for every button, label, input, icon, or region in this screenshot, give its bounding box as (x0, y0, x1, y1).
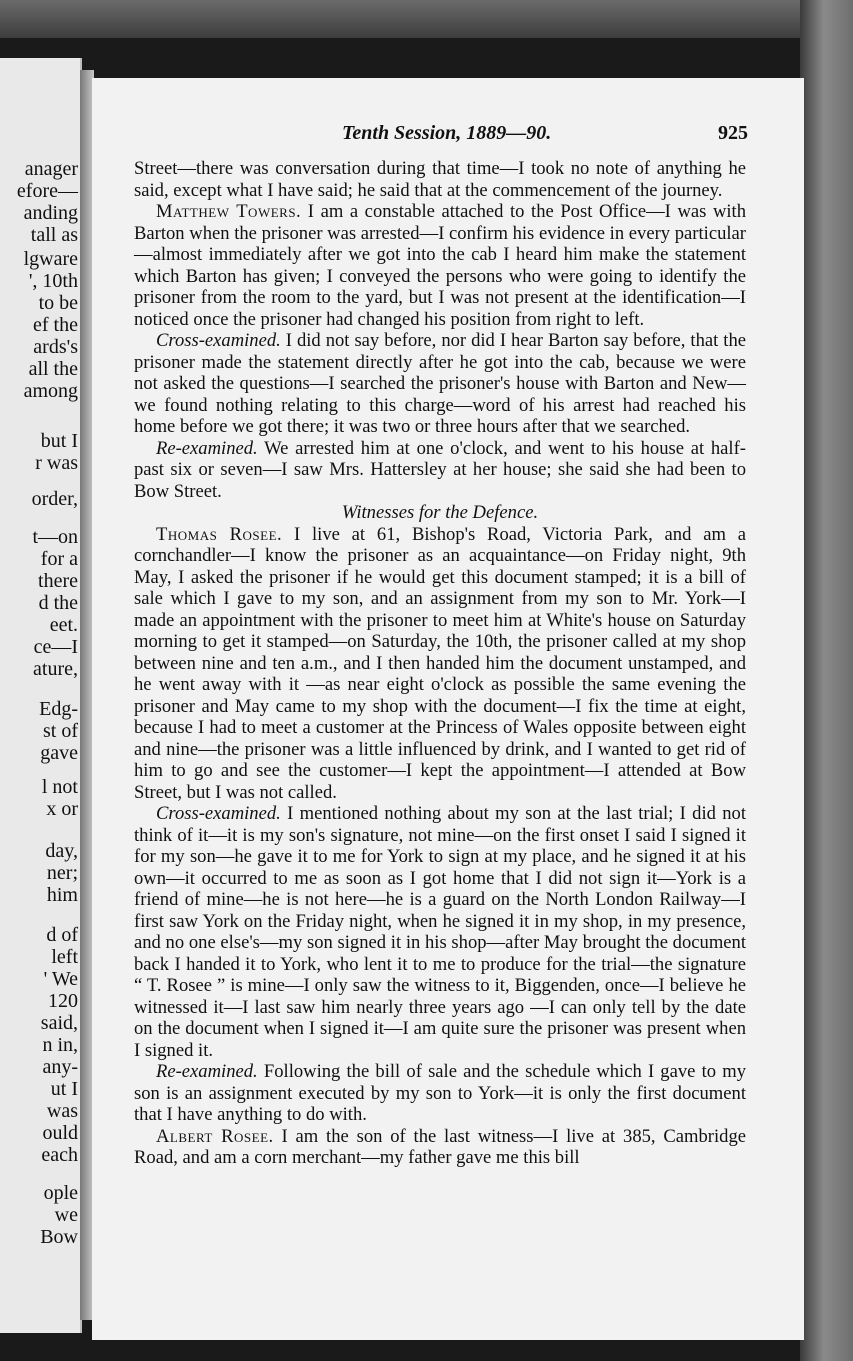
running-header (92, 122, 804, 152)
margin-fragment: efore— (16, 180, 78, 202)
margin-fragment: l not (41, 776, 78, 798)
body-text (134, 158, 746, 1169)
margin-fragment: anding (23, 202, 78, 224)
testimony-paragraph (134, 524, 746, 804)
testimony-paragraph (134, 803, 746, 1061)
facing-page-fragment (0, 58, 82, 1333)
margin-fragment: all the (28, 358, 78, 380)
session-title: Tenth Session, 1889—90. (342, 122, 552, 144)
examination-label: Cross-examined. (156, 330, 281, 351)
paragraph-text: Following the bill of sale and the schedule which I gave to my son is an assignment executed by my son to York—it is only the first document that I have anything to do with. (134, 1061, 746, 1125)
margin-fragment: ', 10th (28, 270, 78, 292)
margin-fragment: there (38, 570, 78, 592)
margin-fragment: 120 (48, 990, 78, 1012)
margin-fragment: left (51, 946, 78, 968)
margin-fragment: ut I (50, 1078, 78, 1100)
margin-fragment: d of (46, 924, 78, 946)
margin-fragment: ce—I (33, 636, 78, 658)
paragraph-text: I live at 61, Bishop's Road, Victoria Park, and am a cornchandler—I know the prisoner as an acquaintance—on Friday night, 9th May, I asked the prisoner if he would get this document stamped; it is a bill of sale which I gave to my son, and an assignment from my son to Mr. York—I made an appointment with the prisoner to meet him at White's house on Saturday morning to get it stamped—on Saturday, the 10th, the prisoner called at my shop between nine and ten a.m., and I then handed him the document unstamped, and he went away with it —as near eight o'clock as possible the same evening the prisoner and May came to my shop with the document—I fix the time at eight, because I had to meet a customer at the Princess of Wales opposite between eight and nine—the prisoner was a little influenced by drink, and I wanted to get rid of him to go and see the customer—I kept the appointment—I attended at Bow Street, but I was not called. (134, 523, 746, 803)
margin-fragment: anager (24, 158, 78, 180)
document-page (92, 78, 804, 1340)
margin-fragment: we (54, 1204, 78, 1226)
witness-name: Albert Rosee. (156, 1125, 274, 1147)
paragraph-text: Street—there was conversation during that time—I took no note of anything he said, except what I have said; he said that at the commencement of the journey. (134, 158, 746, 201)
testimony-paragraph (134, 1061, 746, 1126)
margin-fragment: ' We (43, 968, 78, 990)
page-number: 925 (718, 122, 748, 144)
margin-fragment: d the (38, 592, 78, 614)
paragraph-text: I am the son of the last witness—I live at 385, Cambridge Road, and am a corn merchant—my father gave me this bill (134, 1125, 746, 1168)
margin-fragment: for a (40, 548, 78, 570)
testimony-paragraph (134, 201, 746, 330)
examination-label: Re-examined. (156, 1061, 258, 1082)
witness-name: Thomas Rosee. (156, 523, 283, 545)
margin-fragment: r was (35, 452, 78, 474)
testimony-paragraph (134, 438, 746, 503)
margin-fragment: st of (43, 720, 78, 742)
section-heading: Witnesses for the Defence. (341, 502, 539, 523)
margin-fragment: to be (38, 292, 78, 314)
margin-fragment: was (46, 1100, 78, 1122)
testimony-paragraph (134, 158, 746, 201)
testimony-paragraph (134, 330, 746, 438)
margin-fragment: but I (40, 430, 78, 452)
margin-fragment: day, (45, 840, 78, 862)
margin-fragment: lgware (23, 248, 78, 270)
margin-fragment: ner; (46, 862, 78, 884)
margin-fragment: ople (43, 1182, 78, 1204)
paragraph-text: I mentioned nothing about my son at the last trial; I did not think of it—it is my son's signature, not mine—on the first onset I said I signed it for my son—he gave it to me for York to sign at my place, and he signed it at his own—it occurred to me as soon as I got home that I did not sign it—York is a friend of mine—he is not here—he is a guard on the North London Railway—I first saw York on the Friday night, when he signed it in my shop, in my presence, and no one else's—my son signed it in his shop—after May brought the document back I handed it to York, who lent it to me to produce for the trial—the signature “ T. Rosee ” is mine—I only saw the witness to it, Biggenden, once—I believe he witnessed it—I last saw him nearly three years ago —I can only tell by the date on the document when I signed it—I am quite sure the prisoner was present when I signed it. (134, 803, 746, 1061)
testimony-paragraph (134, 1126, 746, 1169)
scan-top-border (0, 0, 853, 38)
witness-name: Matthew Towers. (156, 201, 302, 222)
margin-fragment: each (41, 1144, 78, 1166)
book-edge (800, 0, 853, 1361)
margin-fragment: order, (31, 488, 78, 510)
margin-fragment: him (46, 884, 78, 906)
margin-fragment: tall as (30, 224, 78, 246)
margin-fragment: n in, (42, 1034, 78, 1056)
paragraph-text: I am a constable attached to the Post Office—I was with Barton when the prisoner was arrested—I confirm his evidence in every particular—almost immediately after we got into the cab I heard him make the statement which Barton has given; I conveyed the persons who were going to identify the prisoner from the room to the yard, but I was not present at the identification—I noticed once the prisoner had changed his position from right to left. (134, 201, 747, 330)
examination-label: Cross-examined. (156, 803, 281, 824)
margin-fragment: ould (42, 1122, 78, 1144)
margin-fragment: eet. (49, 614, 78, 636)
paragraph-text: I did not say before, nor did I hear Barton say before, that the prisoner made the statement directly after he got into the cab, because we were not asked the questions—I searched the prisoner's house with Barton and New—we found nothing relating to this charge—word of his arrest had reached his home before we got there; it was two or three hours after that we searched. (134, 330, 746, 437)
margin-fragment: ards's (33, 336, 78, 358)
margin-fragment: among (23, 380, 78, 402)
margin-fragment: Edg- (39, 698, 78, 720)
margin-fragment: Bow (40, 1226, 78, 1248)
margin-fragment: any- (42, 1056, 78, 1078)
margin-fragment: gave (40, 742, 78, 764)
margin-fragment: ature, (33, 658, 78, 680)
examination-label: Re-examined. (156, 437, 258, 459)
margin-fragment: said, (40, 1012, 78, 1034)
margin-fragment: x or (46, 798, 78, 820)
margin-fragment: t—on (32, 526, 78, 548)
margin-fragment: ef the (33, 314, 78, 336)
paragraph-text: We arrested him at one o'clock, and went to his house at half-past six or seven—I saw Mrs. Hattersley at her house; she said she had been to Bow Street. (134, 437, 746, 502)
